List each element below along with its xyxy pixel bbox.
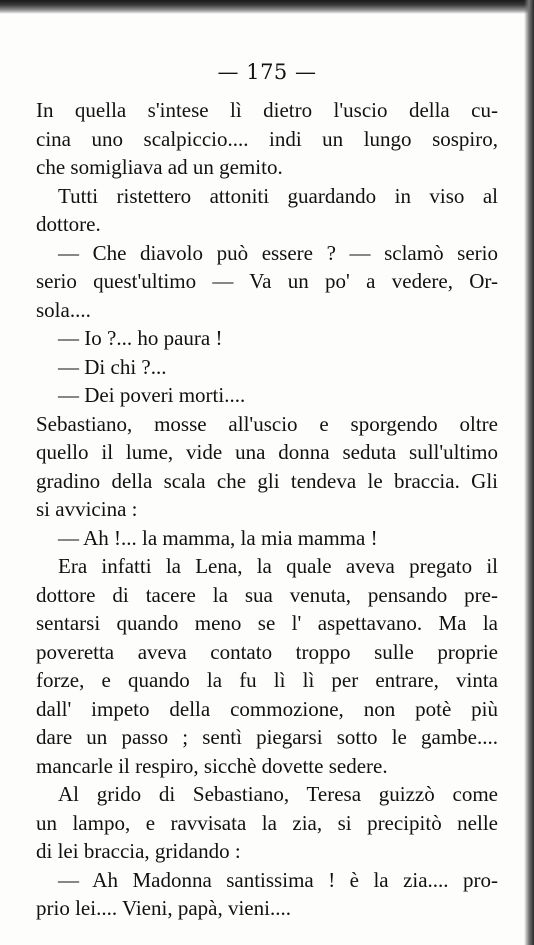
text-line: forze, e quando la fu lì lì per entrare, vinta [36, 668, 498, 692]
text-line: poveretta aveva contato troppo sulle proprie [36, 639, 498, 664]
text-line: — Ah !... la mamma, la mia mamma ! [58, 525, 378, 550]
text-line: cina uno scalpiccio.... indi un lungo sospiro, [36, 126, 498, 151]
body-text [36, 96, 498, 923]
text-line: un lampo, e ravvisata la zia, si precipitò nelle [36, 810, 498, 835]
text-line: quello il lume, vide una donna seduta sull'ultimo [36, 440, 498, 464]
text-line: si avvicina : [36, 497, 138, 521]
scan-top-edge [0, 0, 534, 14]
text-line: sentarsi quando meno se l' aspettavano. Ma la [36, 611, 498, 635]
text-line: mancarle il respiro, sicchè dovette sedere. [36, 753, 388, 778]
text-line: In quella s'intese lì dietro l'uscio della cu- [36, 98, 498, 122]
text-line: — Di chi ?... [58, 354, 167, 379]
text-line: — Dei poveri morti.... [58, 383, 246, 407]
text-line: sola.... [36, 297, 91, 322]
text-line: dottore. [36, 212, 101, 236]
text-line: che somigliava ad un gemito. [36, 155, 283, 179]
text-line: — Io ?... ho paura ! [58, 326, 223, 350]
text-line: Al grido di Sebastiano, Teresa guizzò come [58, 782, 498, 806]
text-line: dall' impeto della commozione, non potè più [36, 696, 498, 721]
text-line: Sebastiano, mosse all'uscio e sporgendo oltre [36, 411, 498, 436]
text-line: dottore di tacere la sua venuta, pensando pre- [36, 582, 498, 607]
text-line: — Ah Madonna santissima ! è la zia.... pro- [58, 867, 498, 892]
text-line: gradino della scala che gli tendeva le braccia. Gli [36, 468, 498, 493]
scan-right-edge [524, 0, 534, 945]
text-line: Tutti ristettero attoniti guardando in viso al [58, 183, 498, 208]
text-line: Era infatti la Lena, la quale aveva pregato il [58, 554, 498, 578]
text-line: dare un passo ; sentì piegarsi sotto le gambe.... [36, 725, 498, 749]
page-number: — 175 — [217, 60, 317, 84]
text-line: di lei braccia, gridando : [36, 839, 241, 863]
text-line: — Che diavolo può essere ? — sclamò serio [58, 240, 498, 265]
text-line: prio lei.... Vieni, papà, vieni.... [36, 896, 291, 920]
text-line: serio quest'ultimo — Va un po' a vedere, Or- [36, 269, 498, 293]
